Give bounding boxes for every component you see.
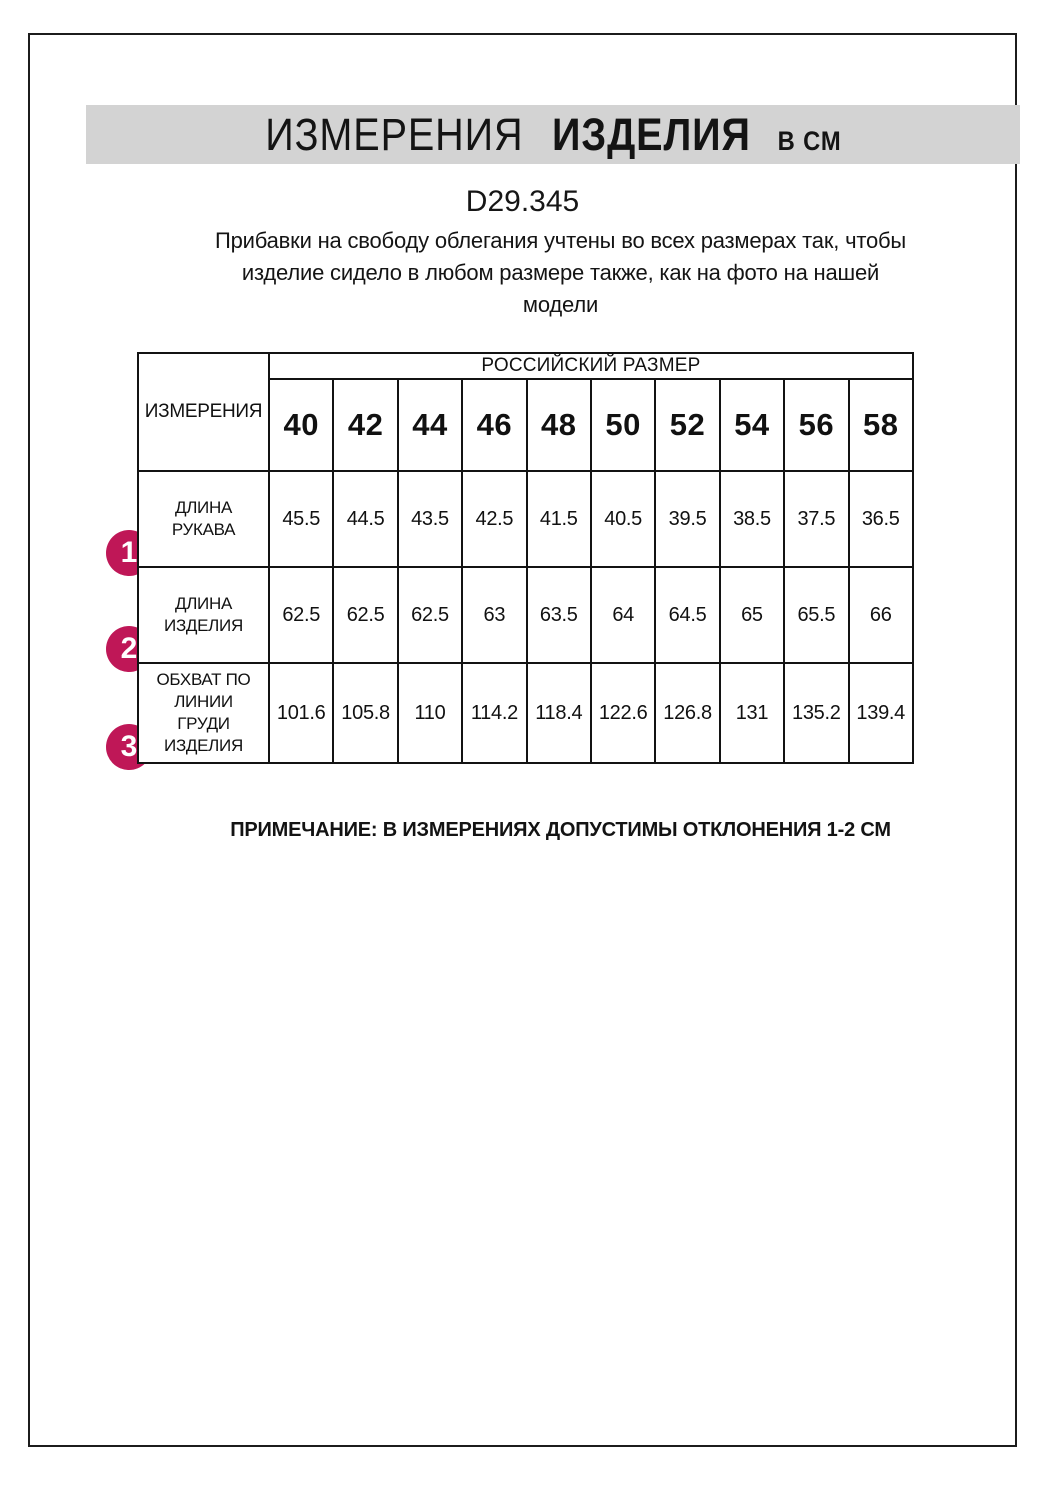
cell-value: 139.4: [849, 663, 913, 763]
cell-value: 41.5: [527, 471, 591, 567]
cell-value: 62.5: [398, 567, 462, 663]
subtitle-line-1: Прибавки на свободу облегания учтены во всех размерах так, чтобы: [214, 228, 907, 253]
page-title: [265, 109, 841, 161]
cell-value: 65: [720, 567, 784, 663]
row-label-chest-girth: ОБХВАТ ПО ЛИНИИ ГРУДИ ИЗДЕЛИЯ: [138, 663, 269, 763]
cell-value: 63: [462, 567, 526, 663]
table-row-sleeve-length: [138, 471, 913, 567]
table-row-garment-length: [138, 567, 913, 663]
cell-value: 101.6: [269, 663, 333, 763]
cell-value: 63.5: [527, 567, 591, 663]
cell-value: 39.5: [655, 471, 719, 567]
cell-value: 135.2: [784, 663, 848, 763]
cell-value: 62.5: [269, 567, 333, 663]
cell-value: 36.5: [849, 471, 913, 567]
table-group-header-russian-size: РОССИЙСКИЙ РАЗМЕР: [269, 353, 913, 379]
size-col-54: 54: [720, 379, 784, 471]
title-units: В СМ: [777, 125, 842, 156]
cell-value: 64.5: [655, 567, 719, 663]
cell-value: 105.8: [333, 663, 397, 763]
cell-value: 37.5: [784, 471, 848, 567]
cell-value: 118.4: [527, 663, 591, 763]
cell-value: 42.5: [462, 471, 526, 567]
row-label-garment-length: ДЛИНА ИЗДЕЛИЯ: [138, 567, 269, 663]
cell-value: 45.5: [269, 471, 333, 567]
subtitle-line-2: изделие сидело в любом размере также, как на фото на нашей: [241, 260, 880, 285]
cell-value: 62.5: [333, 567, 397, 663]
table-corner-measurements-label: ИЗМЕРЕНИЯ: [138, 353, 269, 471]
table-row-chest-girth: [138, 663, 913, 763]
row-label-sleeve-length: ДЛИНА РУКАВА: [138, 471, 269, 567]
cell-value: 131: [720, 663, 784, 763]
article-number: D29.345: [465, 185, 580, 218]
size-col-42: 42: [333, 379, 397, 471]
title-word-izdeliya: ИЗДЕЛИЯ: [551, 108, 751, 160]
size-col-44: 44: [398, 379, 462, 471]
title-band: [86, 105, 1020, 164]
cell-value: 114.2: [462, 663, 526, 763]
cell-value: 64: [591, 567, 655, 663]
row-badge-1: 1: [106, 530, 152, 576]
row-badge-3: 3: [106, 724, 152, 770]
cell-value: 110: [398, 663, 462, 763]
size-col-46: 46: [462, 379, 526, 471]
title-word-izmereniya: ИЗМЕРЕНИЯ: [264, 108, 524, 160]
size-col-56: 56: [784, 379, 848, 471]
note-text: ПРИМЕЧАНИЕ: В ИЗМЕРЕНИЯХ ДОПУСТИМЫ ОТКЛОНЕНИЯ 1-2 СМ: [230, 819, 891, 841]
cell-value: 66: [849, 567, 913, 663]
size-col-48: 48: [527, 379, 591, 471]
size-col-40: 40: [269, 379, 333, 471]
cell-value: 38.5: [720, 471, 784, 567]
cell-value: 43.5: [398, 471, 462, 567]
cell-value: 122.6: [591, 663, 655, 763]
cell-value: 126.8: [655, 663, 719, 763]
row-badge-2: 2: [106, 626, 152, 672]
cell-value: 65.5: [784, 567, 848, 663]
size-table: [137, 352, 914, 764]
subtitle-text: [150, 225, 971, 321]
size-col-50: 50: [591, 379, 655, 471]
subtitle-line-3: модели: [522, 292, 599, 317]
size-col-58: 58: [849, 379, 913, 471]
cell-value: 40.5: [591, 471, 655, 567]
cell-value: 44.5: [333, 471, 397, 567]
size-col-52: 52: [655, 379, 719, 471]
